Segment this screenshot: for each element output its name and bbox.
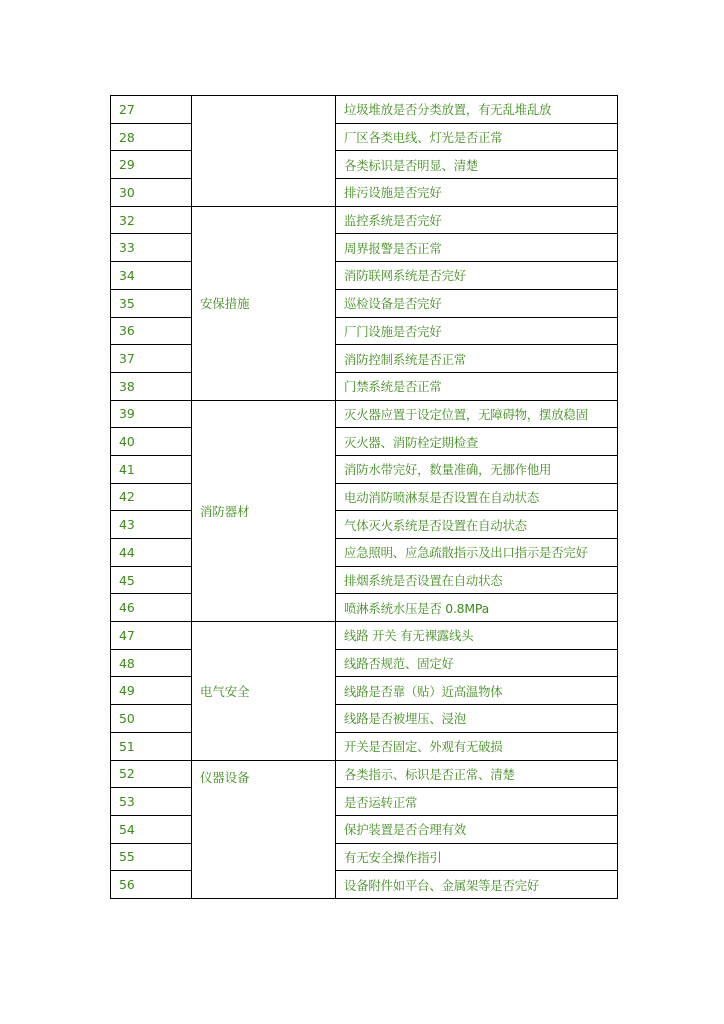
check-item-cell: 有无安全操作指引 <box>336 843 618 871</box>
check-item-cell: 喷淋系统水压是否 0.8MPa <box>336 594 618 622</box>
table-row <box>111 594 618 622</box>
table-row <box>111 871 618 899</box>
table-row <box>111 455 618 483</box>
item-number-cell: 49 <box>111 677 192 705</box>
check-item-cell: 线路是否被埋压、浸泡 <box>336 705 618 733</box>
check-item-cell: 消防水带完好，数量准确，无挪作他用 <box>336 455 618 483</box>
check-item-cell: 电动消防喷淋泵是否设置在自动状态 <box>336 483 618 511</box>
table-row <box>111 649 618 677</box>
table-row <box>111 511 618 539</box>
item-number-cell: 27 <box>111 96 192 124</box>
check-item-cell: 排污设施是否完好 <box>336 179 618 207</box>
item-number-cell: 34 <box>111 262 192 290</box>
table-row <box>111 317 618 345</box>
check-item-cell: 是否运转正常 <box>336 788 618 816</box>
item-number-cell: 51 <box>111 732 192 760</box>
check-item-cell: 门禁系统是否正常 <box>336 372 618 400</box>
table-row <box>111 843 618 871</box>
check-item-cell: 各类标识是否明显、清楚 <box>336 151 618 179</box>
category-cell <box>192 96 336 207</box>
table-row <box>111 677 618 705</box>
table-row <box>111 151 618 179</box>
table-row <box>111 428 618 456</box>
item-number-cell: 28 <box>111 123 192 151</box>
table-row <box>111 760 618 788</box>
category-cell: 安保措施 <box>192 206 336 400</box>
table-row <box>111 539 618 567</box>
item-number-cell: 44 <box>111 539 192 567</box>
table-row <box>111 622 618 650</box>
check-item-cell: 线路否规范、固定好 <box>336 649 618 677</box>
item-number-cell: 38 <box>111 372 192 400</box>
table-row <box>111 123 618 151</box>
inspection-table-page <box>110 95 617 899</box>
check-item-cell: 消防控制系统是否正常 <box>336 345 618 373</box>
check-item-cell: 消防联网系统是否完好 <box>336 262 618 290</box>
table-row <box>111 400 618 428</box>
item-number-cell: 35 <box>111 289 192 317</box>
check-item-cell: 厂门设施是否完好 <box>336 317 618 345</box>
check-item-cell: 监控系统是否完好 <box>336 206 618 234</box>
table-row <box>111 705 618 733</box>
check-item-cell: 周界报警是否正常 <box>336 234 618 262</box>
item-number-cell: 52 <box>111 760 192 788</box>
check-item-cell: 各类指示、标识是否正常、清楚 <box>336 760 618 788</box>
category-cell: 仪器设备 <box>192 760 336 898</box>
item-number-cell: 48 <box>111 649 192 677</box>
item-number-cell: 54 <box>111 815 192 843</box>
table-row <box>111 815 618 843</box>
item-number-cell: 43 <box>111 511 192 539</box>
table-row <box>111 206 618 234</box>
table-row <box>111 732 618 760</box>
item-number-cell: 47 <box>111 622 192 650</box>
category-cell: 消防器材 <box>192 400 336 622</box>
table-row <box>111 372 618 400</box>
item-number-cell: 53 <box>111 788 192 816</box>
table-row <box>111 96 618 124</box>
inspection-checklist-table <box>110 95 618 899</box>
check-item-cell: 开关是否固定、外观有无破损 <box>336 732 618 760</box>
check-item-cell: 保护装置是否合理有效 <box>336 815 618 843</box>
check-item-cell: 线路是否靠（贴）近高温物体 <box>336 677 618 705</box>
check-item-cell: 垃圾堆放是否分类放置，有无乱堆乱放 <box>336 96 618 124</box>
item-number-cell: 33 <box>111 234 192 262</box>
table-row <box>111 179 618 207</box>
check-item-cell: 应急照明、应急疏散指示及出口指示是否完好 <box>336 539 618 567</box>
item-number-cell: 40 <box>111 428 192 456</box>
table-row <box>111 289 618 317</box>
check-item-cell: 巡检设备是否完好 <box>336 289 618 317</box>
table-body <box>111 96 618 899</box>
table-row <box>111 788 618 816</box>
item-number-cell: 39 <box>111 400 192 428</box>
table-row <box>111 483 618 511</box>
check-item-cell: 灭火器、消防栓定期检查 <box>336 428 618 456</box>
item-number-cell: 50 <box>111 705 192 733</box>
item-number-cell: 30 <box>111 179 192 207</box>
table-row <box>111 262 618 290</box>
check-item-cell: 设备附件如平台、金属架等是否完好 <box>336 871 618 899</box>
item-number-cell: 46 <box>111 594 192 622</box>
table-row <box>111 345 618 373</box>
table-row <box>111 566 618 594</box>
item-number-cell: 29 <box>111 151 192 179</box>
item-number-cell: 45 <box>111 566 192 594</box>
table-row <box>111 234 618 262</box>
check-item-cell: 气体灭火系统是否设置在自动状态 <box>336 511 618 539</box>
item-number-cell: 37 <box>111 345 192 373</box>
check-item-cell: 线路 开关 有无裸露线头 <box>336 622 618 650</box>
item-number-cell: 55 <box>111 843 192 871</box>
item-number-cell: 36 <box>111 317 192 345</box>
item-number-cell: 56 <box>111 871 192 899</box>
check-item-cell: 灭火器应置于设定位置，无障碍物，摆放稳固 <box>336 400 618 428</box>
check-item-cell: 厂区各类电线、灯光是否正常 <box>336 123 618 151</box>
category-cell: 电气安全 <box>192 622 336 760</box>
item-number-cell: 32 <box>111 206 192 234</box>
item-number-cell: 42 <box>111 483 192 511</box>
item-number-cell: 41 <box>111 455 192 483</box>
check-item-cell: 排烟系统是否设置在自动状态 <box>336 566 618 594</box>
